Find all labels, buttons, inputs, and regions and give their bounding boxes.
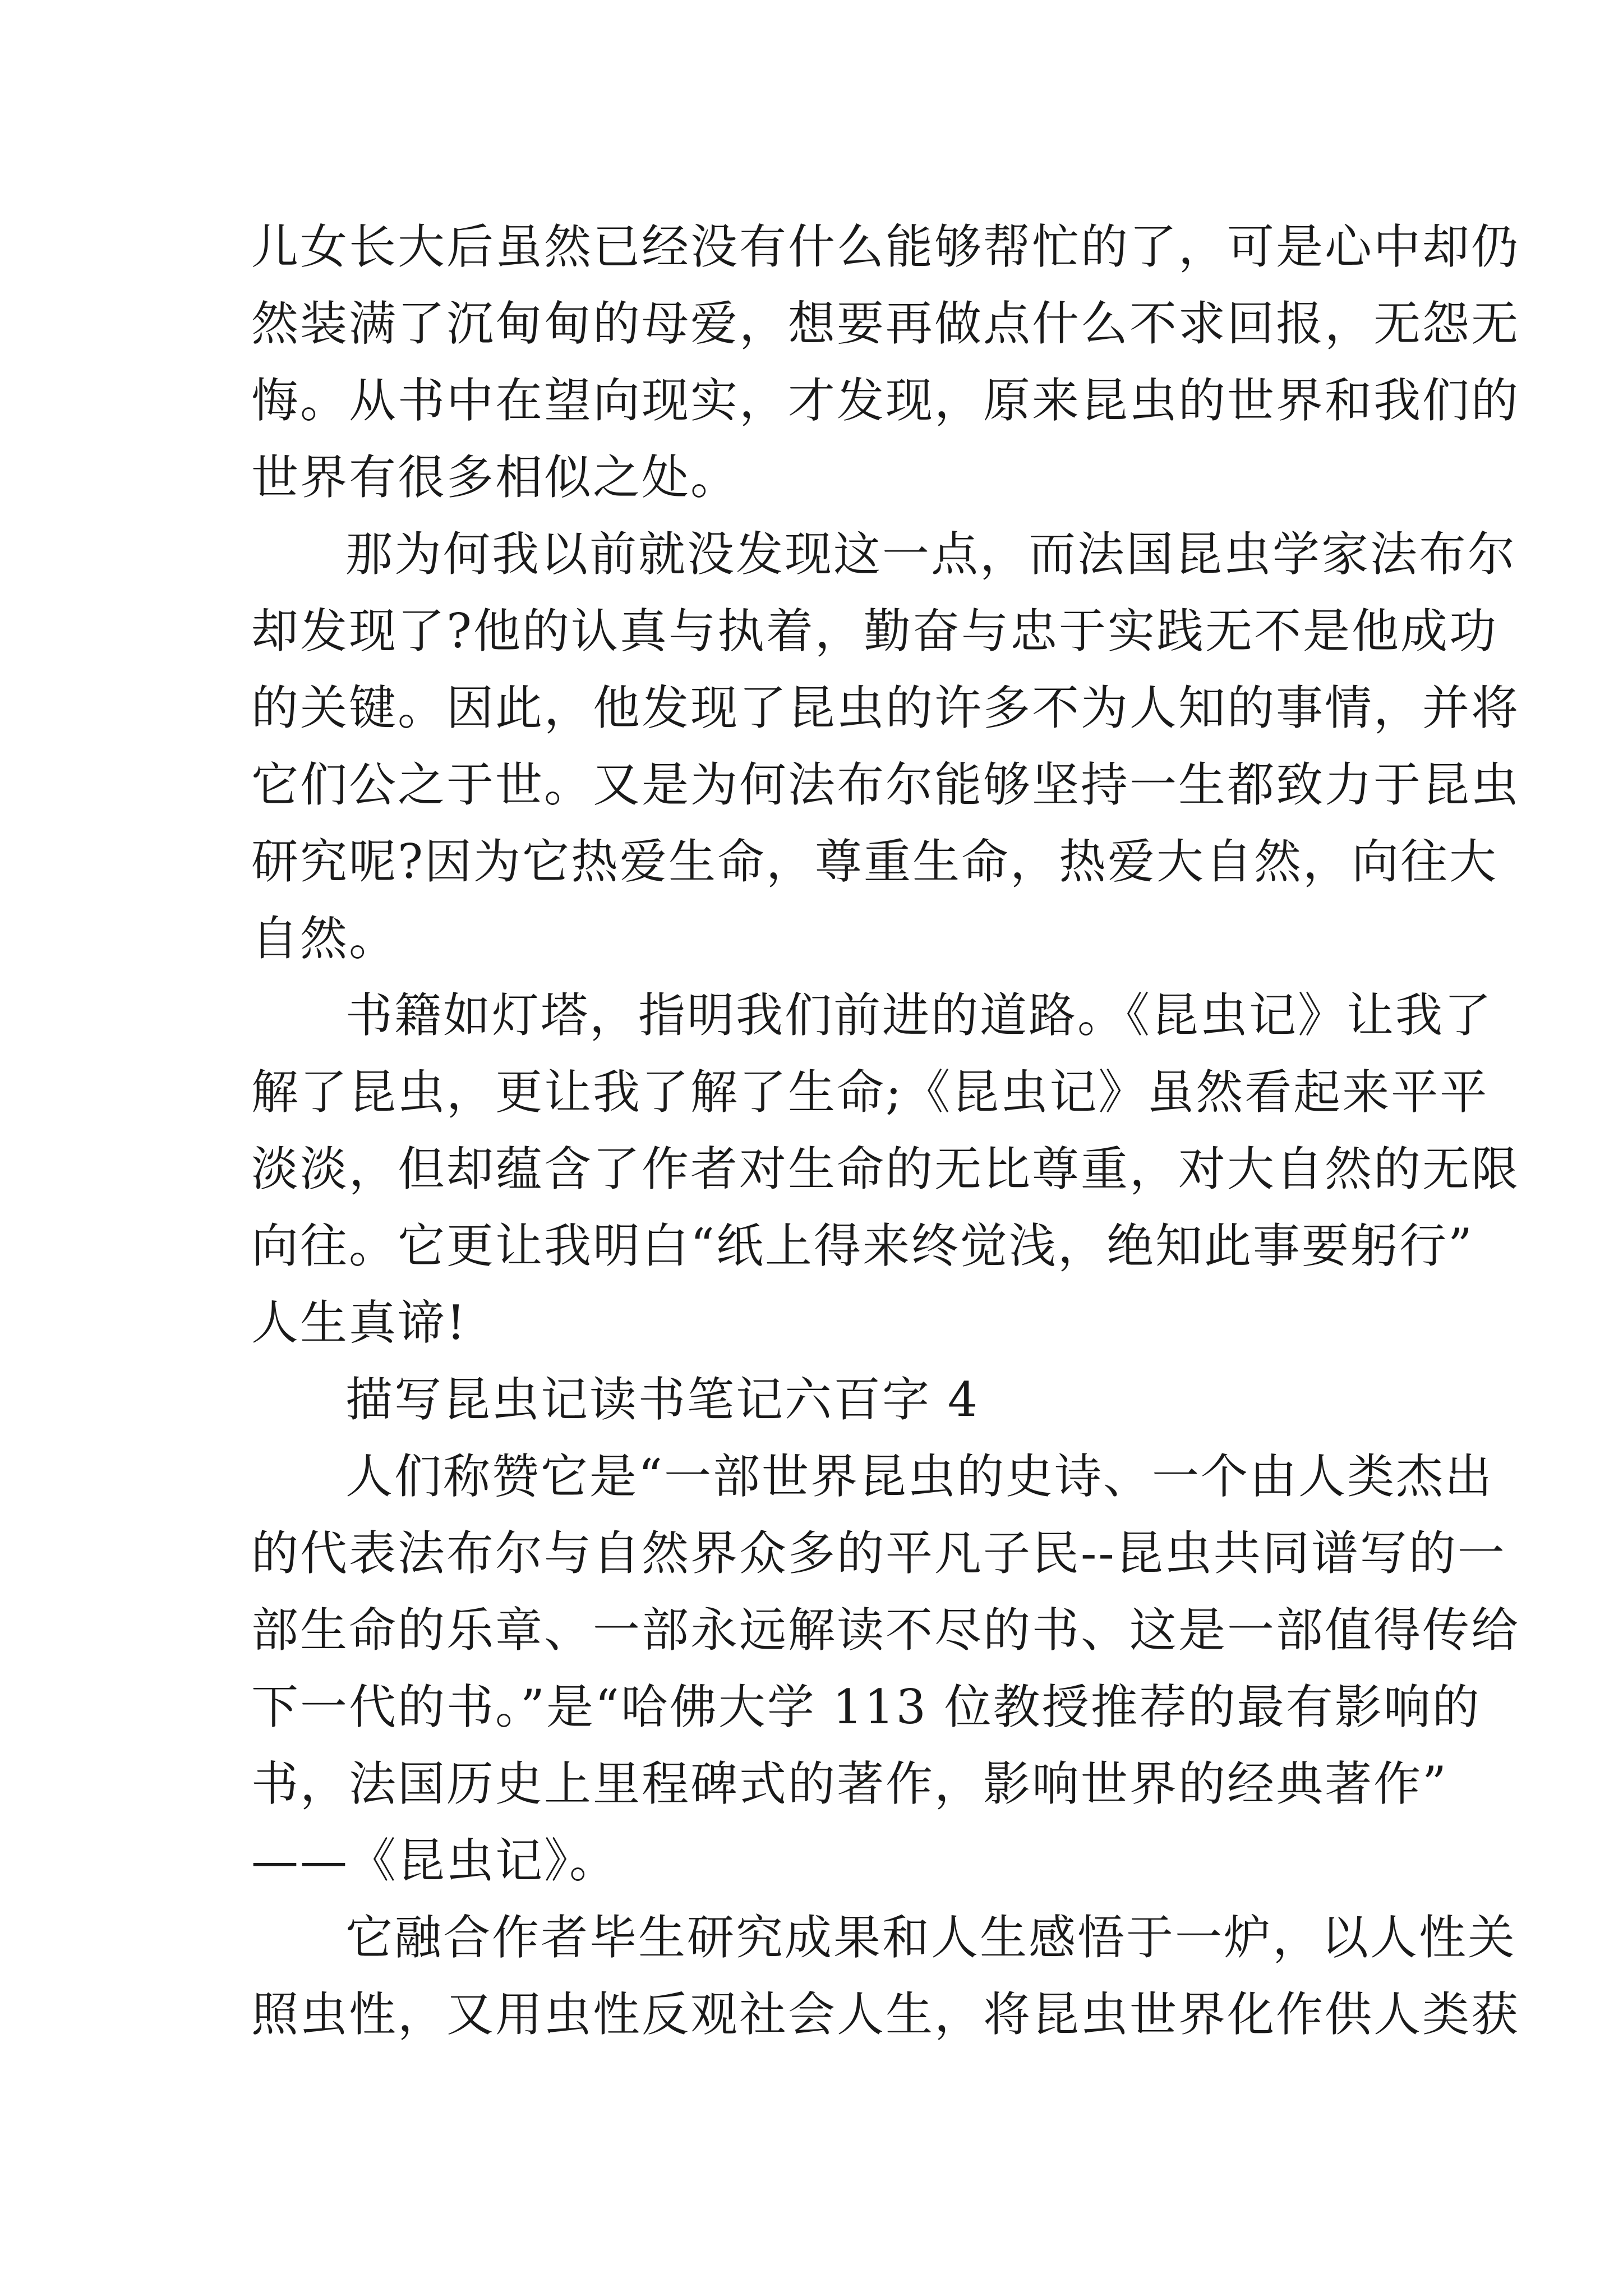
paragraph-first-line: 人们称赞它是“一部世界昆虫的史诗、一个由人类杰出 xyxy=(345,1449,1493,1504)
text-line: 部生命的乐章、一部永远解读不尽的书、这是一部值得传给 xyxy=(251,1603,1520,1658)
text-line: 淡淡，但却蕴含了作者对生命的无比尊重，对大自然的无限 xyxy=(251,1142,1520,1197)
text-line: 向往。它更让我明白“纸上得来终觉浅，绝知此事要躬行” xyxy=(251,1218,1474,1273)
document-body xyxy=(251,209,1520,2053)
paragraph-first-line: 书籍如灯塔，指明我们前进的道路。《昆虫记》让我了 xyxy=(345,988,1493,1043)
text-line: 的关键。因此，他发现了昆虫的许多不为人知的事情，并将 xyxy=(251,680,1520,735)
text-line: 下一代的书。”是“哈佛大学 113 位教授推荐的最有影响的 xyxy=(251,1680,1481,1734)
text-line: 人生真谛! xyxy=(251,1295,467,1350)
text-line: 的代表法布尔与自然界众多的平凡子民--昆虫共同谱写的一 xyxy=(251,1526,1506,1581)
text-line: 然装满了沉甸甸的母爱，想要再做点什么不求回报，无怨无 xyxy=(251,296,1520,351)
text-line: 研究呢?因为它热爱生命，尊重生命，热爱大自然，向往大 xyxy=(251,834,1498,889)
text-line: 书，法国历史上里程碑式的著作，影响世界的经典著作” xyxy=(251,1756,1448,1811)
paragraph-first-line: 它融合作者毕生研究成果和人生感悟于一炉，以人性关 xyxy=(345,1910,1517,1965)
section-heading: 描写昆虫记读书笔记六百字 4 xyxy=(345,1372,980,1427)
paragraph-first-line: 那为何我以前就没发现这一点，而法国昆虫学家法布尔 xyxy=(345,527,1517,582)
text-line: 世界有很多相似之处。 xyxy=(251,450,740,505)
text-line: 自然。 xyxy=(251,911,398,966)
text-line: 照虫性，又用虫性反观社会人生，将昆虫世界化作供人类获 xyxy=(251,1987,1520,2042)
text-line: 却发现了?他的认真与执着，勤奋与忠于实践无不是他成功 xyxy=(251,604,1498,659)
text-line: ——《昆虫记》。 xyxy=(251,1833,619,1888)
text-line: 解了昆虫，更让我了解了生命;《昆虫记》虽然看起来平平 xyxy=(251,1065,1489,1120)
text-line: 悔。从书中在望向现实，才发现，原来昆虫的世界和我们的 xyxy=(251,373,1520,428)
text-line: 它们公之于世。又是为何法布尔能够坚持一生都致力于昆虫 xyxy=(251,757,1520,812)
text-line: 儿女长大后虽然已经没有什么能够帮忙的了，可是心中却仍 xyxy=(251,219,1520,274)
